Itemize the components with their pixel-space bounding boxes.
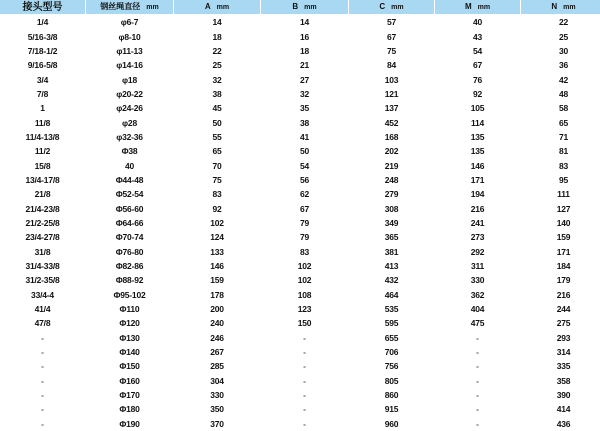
table-header-row — [0, 0, 600, 15]
cell-b: 123 — [297, 304, 312, 315]
cell-b: - — [303, 390, 306, 401]
header-c — [349, 0, 434, 15]
cell-c: 308 — [384, 203, 399, 214]
table-row — [0, 288, 600, 302]
header-unit: mm — [146, 4, 159, 11]
table-row — [0, 245, 600, 259]
cell-n: 111 — [557, 189, 570, 200]
cell-b: 102 — [297, 261, 312, 272]
cell-a: 146 — [210, 261, 224, 272]
cell-joint-model: 23/4-27/8 — [25, 232, 60, 243]
cell-m: 404 — [470, 304, 485, 315]
cell-m: 311 — [470, 261, 485, 272]
cell-a: 45 — [212, 103, 222, 114]
cell-n: 358 — [556, 375, 571, 386]
cell-joint-model: 21/4-23/8 — [25, 203, 60, 214]
cell-b: 50 — [299, 146, 310, 157]
cell-n: 179 — [556, 275, 571, 286]
cell-m: - — [476, 375, 479, 386]
cell-n: 275 — [556, 318, 571, 329]
cell-c: 960 — [384, 418, 399, 429]
cell-b: 21 — [299, 60, 310, 71]
cell-a: 102 — [210, 217, 224, 228]
cell-wire-diameter: φ8-10 — [118, 31, 141, 42]
header-label: A — [204, 2, 211, 11]
cell-b: 150 — [297, 318, 312, 329]
cell-wire-diameter: φ32-36 — [116, 131, 143, 142]
header-b — [261, 0, 348, 15]
table-row — [0, 201, 600, 215]
header-label: 接头型号 — [22, 1, 63, 13]
cell-wire-diameter: Φ52-54 — [115, 189, 144, 200]
table-row — [0, 359, 600, 373]
cell-a: 124 — [210, 232, 224, 243]
header-m — [435, 0, 520, 15]
cell-m: 146 — [470, 160, 485, 171]
cell-m: 171 — [470, 174, 485, 185]
cell-a: 70 — [212, 160, 222, 171]
cell-joint-model: 1/4 — [36, 17, 49, 28]
cell-n: 140 — [556, 217, 571, 228]
cell-m: 43 — [472, 31, 483, 42]
cell-wire-diameter: Φ95-102 — [113, 289, 146, 300]
cell-wire-diameter: Φ110 — [119, 304, 140, 315]
cell-n: 42 — [558, 74, 569, 85]
cell-n: 216 — [556, 289, 571, 300]
cell-m: - — [476, 418, 479, 429]
cell-n: 83 — [558, 160, 569, 171]
cell-joint-model: - — [41, 418, 44, 429]
cell-wire-diameter: Φ130 — [119, 332, 140, 343]
cell-b: 102 — [297, 275, 312, 286]
cell-c: 279 — [384, 189, 399, 200]
cell-joint-model: - — [41, 375, 44, 386]
cell-a: 267 — [210, 347, 224, 358]
table-row — [0, 15, 600, 29]
table-row — [0, 316, 600, 330]
table-body — [0, 15, 600, 431]
cell-wire-diameter: Φ140 — [119, 347, 140, 358]
cell-joint-model: 41/4 — [34, 304, 51, 315]
cell-b: 79 — [299, 217, 310, 228]
cell-joint-model: - — [41, 332, 44, 343]
cell-c: 103 — [384, 74, 399, 85]
header-label: M — [464, 2, 472, 11]
cell-b: - — [303, 347, 306, 358]
cell-b: 16 — [299, 31, 310, 42]
cell-b: - — [303, 404, 306, 415]
table-row — [0, 173, 600, 187]
cell-c: 464 — [384, 289, 399, 300]
cell-a: 370 — [210, 418, 224, 429]
cell-wire-diameter: φ24-26 — [116, 103, 143, 114]
cell-joint-model: 21/2-25/8 — [25, 217, 60, 228]
cell-c: 248 — [384, 174, 399, 185]
cell-wire-diameter: Φ76-80 — [115, 246, 144, 257]
cell-a: 75 — [212, 174, 222, 185]
cell-b: 35 — [299, 103, 310, 114]
header-a — [174, 0, 260, 15]
cell-n: 244 — [556, 304, 571, 315]
cell-wire-diameter: Φ64-66 — [115, 217, 144, 228]
cell-joint-model: 7/8 — [36, 88, 49, 99]
cell-n: 314 — [556, 347, 571, 358]
table-row — [0, 273, 600, 287]
cell-a: 330 — [210, 390, 224, 401]
cell-n: 171 — [556, 246, 571, 257]
cell-a: 246 — [210, 332, 224, 343]
cell-m: 105 — [470, 103, 485, 114]
cell-wire-diameter: Φ160 — [119, 375, 140, 386]
cell-c: 75 — [386, 45, 397, 56]
cell-wire-diameter: φ14-16 — [116, 60, 143, 71]
table-row — [0, 130, 600, 144]
header-unit: mm — [477, 4, 491, 11]
cell-wire-diameter: Φ38 — [121, 146, 138, 157]
cell-b: 79 — [299, 232, 310, 243]
cell-wire-diameter: φ28 — [122, 117, 137, 128]
cell-b: - — [303, 361, 306, 372]
cell-c: 137 — [384, 103, 399, 114]
cell-c: 168 — [384, 131, 399, 142]
cell-c: 67 — [386, 31, 397, 42]
cell-m: 292 — [470, 246, 485, 257]
cell-joint-model: 33/4-4 — [31, 289, 54, 300]
cell-c: 57 — [386, 17, 397, 28]
cell-a: 32 — [212, 74, 222, 85]
table-row — [0, 331, 600, 345]
cell-n: 30 — [558, 45, 569, 56]
cell-b: 27 — [299, 74, 310, 85]
cell-a: 350 — [210, 404, 224, 415]
header-unit: mm — [216, 4, 230, 11]
cell-joint-model: 11/4-13/8 — [25, 131, 60, 142]
cell-m: 273 — [470, 232, 485, 243]
cell-wire-diameter: φ6-7 — [120, 17, 139, 28]
cell-a: 304 — [210, 375, 224, 386]
cell-c: 381 — [384, 246, 399, 257]
cell-c: 655 — [384, 332, 399, 343]
cell-wire-diameter: φ18 — [122, 74, 137, 85]
cell-b: 67 — [299, 203, 310, 214]
cell-a: 200 — [210, 304, 224, 315]
cell-m: 76 — [472, 74, 483, 85]
cell-b: 32 — [299, 88, 310, 99]
header-wire-diameter — [86, 0, 173, 15]
cell-n: 71 — [558, 131, 569, 142]
table-row — [0, 115, 600, 129]
cell-n: 81 — [558, 146, 569, 157]
cell-b: 56 — [299, 174, 310, 185]
cell-b: - — [303, 418, 306, 429]
cell-c: 706 — [384, 347, 399, 358]
cell-c: 756 — [384, 361, 399, 372]
cell-c: 535 — [384, 304, 399, 315]
cell-b: 62 — [299, 189, 310, 200]
header-label: N — [551, 2, 558, 11]
table-row — [0, 101, 600, 115]
table-row — [0, 72, 600, 86]
cell-joint-model: 11/2 — [34, 146, 51, 157]
cell-n: 414 — [556, 404, 571, 415]
cell-a: 159 — [210, 275, 224, 286]
cell-n: 22 — [558, 17, 569, 28]
cell-wire-diameter: Φ44-48 — [115, 174, 144, 185]
cell-c: 915 — [384, 404, 399, 415]
cell-c: 805 — [384, 375, 399, 386]
cell-joint-model: - — [41, 404, 44, 415]
table-row — [0, 58, 600, 72]
cell-n: 184 — [556, 261, 571, 272]
cell-m: 67 — [472, 60, 483, 71]
cell-m: 475 — [470, 318, 485, 329]
cell-joint-model: 31/4-33/8 — [25, 261, 60, 272]
cell-joint-model: 31/2-35/8 — [25, 275, 60, 286]
cell-wire-diameter: φ20-22 — [116, 88, 143, 99]
cell-n: 335 — [556, 361, 571, 372]
header-label: B — [292, 2, 299, 11]
cell-b: - — [303, 332, 306, 343]
cell-a: 83 — [212, 189, 222, 200]
header-unit: mm — [304, 4, 317, 11]
cell-m: - — [476, 404, 479, 415]
table-row — [0, 187, 600, 201]
cell-wire-diameter: Φ70-74 — [115, 232, 144, 243]
cell-m: 216 — [470, 203, 485, 214]
cell-n: 36 — [558, 60, 569, 71]
cell-b: 18 — [299, 45, 310, 56]
table-row — [0, 158, 600, 172]
cell-wire-diameter: Φ56-60 — [115, 203, 144, 214]
header-label: 钢丝绳直径 — [100, 2, 141, 11]
cell-a: 285 — [210, 361, 224, 372]
cell-c: 860 — [384, 390, 399, 401]
cell-m: 362 — [470, 289, 485, 300]
cell-wire-diameter: φ11-13 — [116, 45, 143, 56]
cell-c: 84 — [386, 60, 397, 71]
cell-c: 365 — [384, 232, 399, 243]
cell-wire-diameter: Φ170 — [119, 390, 140, 401]
cell-joint-model: 3/4 — [36, 74, 49, 85]
table-row — [0, 302, 600, 316]
table-row — [0, 374, 600, 388]
header-unit: mm — [563, 4, 576, 11]
cell-joint-model: - — [41, 390, 44, 401]
cell-n: 127 — [556, 203, 571, 214]
cell-c: 121 — [384, 88, 399, 99]
header-n — [521, 0, 600, 15]
cell-c: 219 — [384, 160, 399, 171]
cell-m: 194 — [470, 189, 485, 200]
cell-b: 83 — [299, 246, 310, 257]
cell-m: - — [476, 390, 479, 401]
cell-a: 25 — [212, 60, 222, 71]
cell-joint-model: 21/8 — [34, 189, 51, 200]
cell-n: 58 — [558, 103, 569, 114]
cell-joint-model: 7/18-1/2 — [27, 45, 58, 56]
cell-m: 330 — [470, 275, 485, 286]
cell-c: 432 — [384, 275, 399, 286]
cell-a: 178 — [210, 289, 224, 300]
table-row — [0, 230, 600, 244]
table-row — [0, 388, 600, 402]
cell-joint-model: 5/16-3/8 — [27, 31, 58, 42]
cell-a: 92 — [212, 203, 222, 214]
cell-n: 436 — [556, 418, 571, 429]
cell-wire-diameter: Φ120 — [119, 318, 140, 329]
cell-m: 135 — [470, 131, 485, 142]
cell-joint-model: 47/8 — [34, 318, 51, 329]
cell-n: 159 — [556, 232, 571, 243]
cell-wire-diameter: Φ82-86 — [115, 261, 144, 272]
cell-wire-diameter: Φ150 — [119, 361, 140, 372]
header-unit: mm — [391, 4, 404, 11]
cell-joint-model: 31/8 — [34, 246, 51, 257]
cell-b: 38 — [299, 117, 310, 128]
table-row — [0, 44, 600, 58]
header-label: C — [379, 2, 386, 11]
cell-n: 390 — [556, 390, 571, 401]
cell-wire-diameter: Φ190 — [119, 418, 140, 429]
table-row — [0, 402, 600, 416]
cell-c: 202 — [384, 146, 399, 157]
cell-n: 48 — [558, 88, 569, 99]
cell-b: 108 — [297, 289, 312, 300]
cell-a: 55 — [212, 131, 222, 142]
cell-joint-model: 11/8 — [34, 117, 51, 128]
cell-a: 22 — [212, 45, 222, 56]
cell-m: 54 — [472, 45, 483, 56]
cell-m: - — [476, 332, 479, 343]
cell-c: 413 — [384, 261, 399, 272]
table-row — [0, 216, 600, 230]
cell-m: 135 — [470, 146, 485, 157]
cell-b: 14 — [299, 17, 310, 28]
cell-b: 41 — [299, 131, 310, 142]
cell-n: 65 — [558, 117, 569, 128]
cell-m: - — [476, 361, 479, 372]
cell-a: 65 — [212, 146, 222, 157]
cell-m: 92 — [472, 88, 483, 99]
table-row — [0, 144, 600, 158]
cell-joint-model: 13/4-17/8 — [25, 174, 60, 185]
cell-joint-model: 15/8 — [34, 160, 51, 171]
cell-m: 40 — [472, 17, 483, 28]
cell-joint-model: - — [41, 347, 44, 358]
cell-wire-diameter: 40 — [124, 160, 135, 171]
cell-joint-model: 1 — [40, 103, 45, 114]
cell-n: 293 — [556, 332, 571, 343]
cell-wire-diameter: Φ180 — [119, 404, 140, 415]
cell-joint-model: 9/16-5/8 — [27, 60, 58, 71]
cell-m: 114 — [470, 117, 485, 128]
header-joint-model — [0, 0, 85, 15]
table-row — [0, 29, 600, 43]
cell-n: 25 — [558, 31, 569, 42]
table-row — [0, 259, 600, 273]
table-row — [0, 87, 600, 101]
cell-a: 18 — [212, 31, 222, 42]
table-row — [0, 345, 600, 359]
cell-c: 452 — [384, 117, 399, 128]
cell-c: 595 — [384, 318, 399, 329]
cell-a: 50 — [212, 117, 222, 128]
cell-a: 133 — [210, 246, 224, 257]
cell-b: - — [303, 375, 306, 386]
cell-a: 240 — [210, 318, 224, 329]
cell-m: - — [476, 347, 479, 358]
cell-c: 349 — [384, 217, 399, 228]
cell-n: 95 — [558, 174, 569, 185]
cell-m: 241 — [470, 217, 485, 228]
cell-joint-model: - — [41, 361, 44, 372]
cell-b: 54 — [299, 160, 310, 171]
cell-a: 14 — [212, 17, 222, 28]
cell-wire-diameter: Φ88-92 — [115, 275, 144, 286]
cell-a: 38 — [212, 88, 222, 99]
